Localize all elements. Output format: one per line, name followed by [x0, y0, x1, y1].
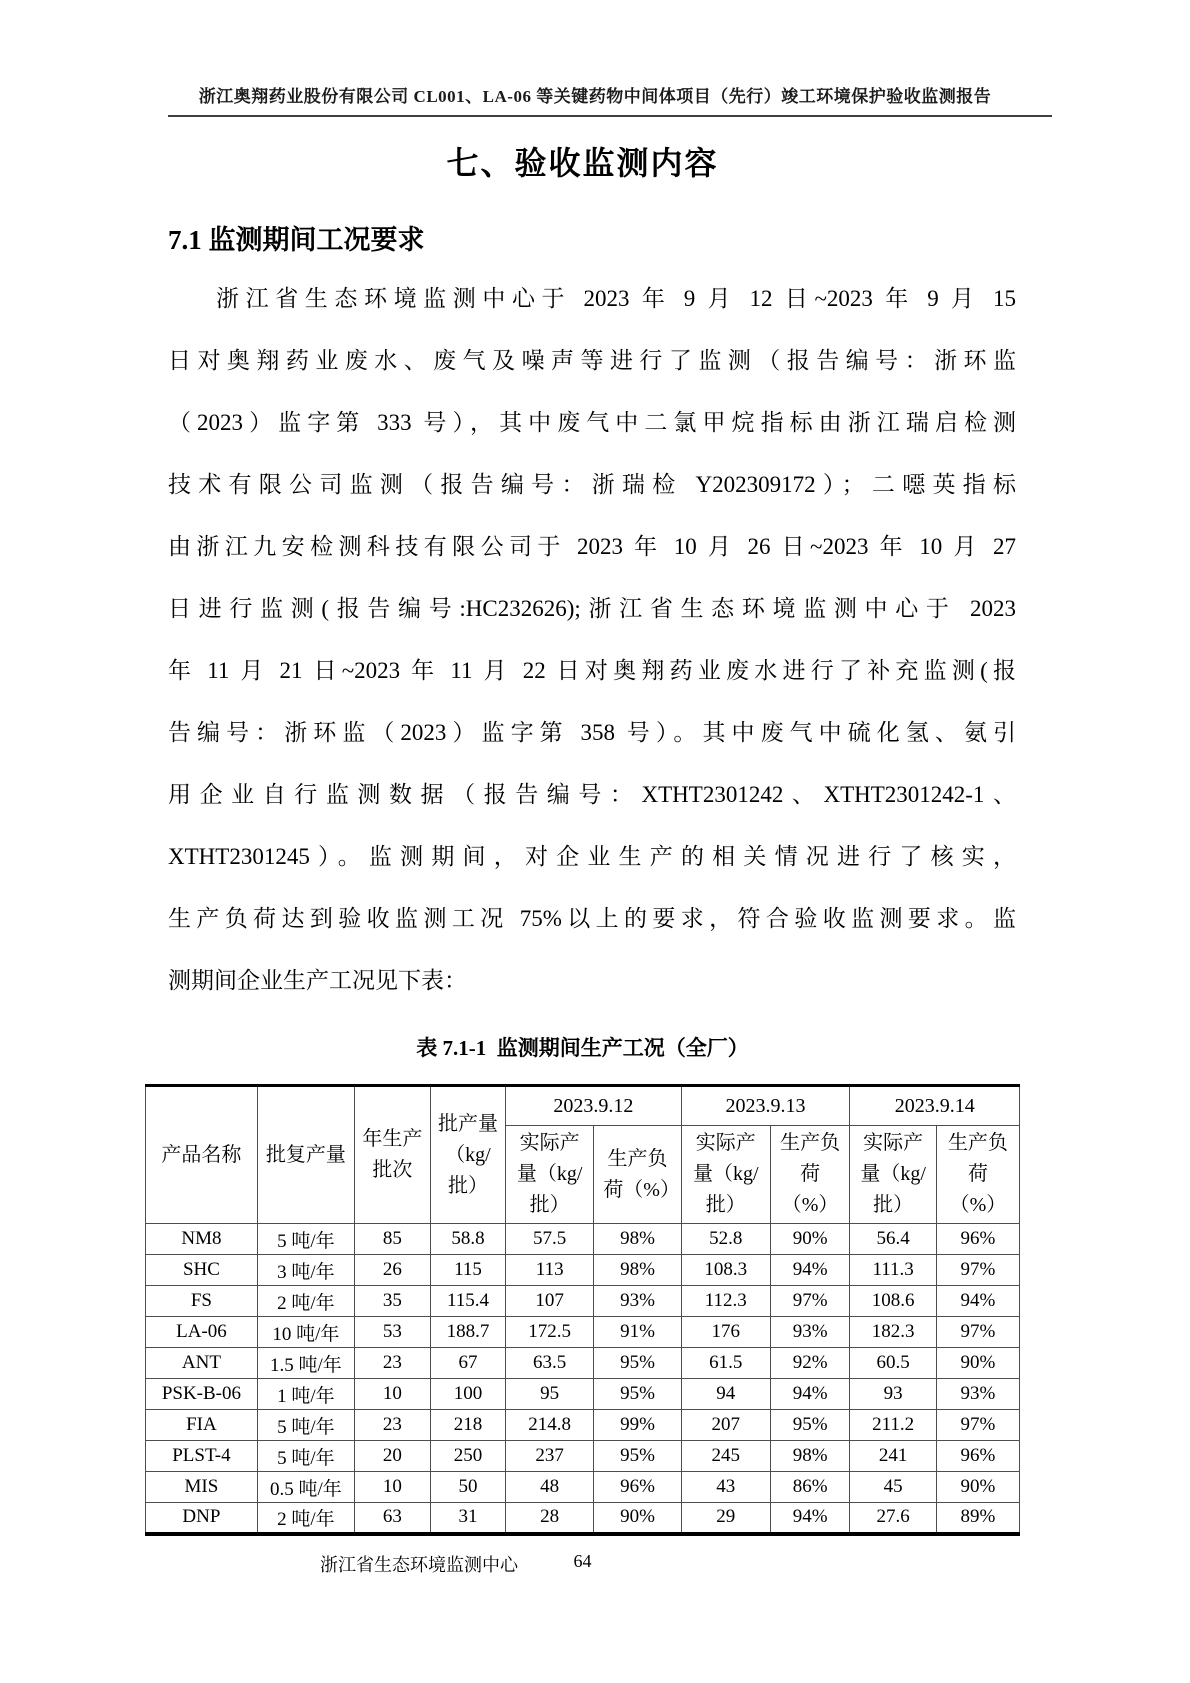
- table-cell: 115.4: [430, 1286, 505, 1317]
- table-cell: 92%: [770, 1348, 850, 1379]
- paragraph-line: 用企业自行监测数据（报告编号：XTHT2301242、XTHT2301242-1、: [168, 782, 1016, 807]
- table-cell: 111.3: [850, 1255, 937, 1286]
- table-cell: 214.8: [506, 1410, 594, 1441]
- table-cell: 93%: [936, 1379, 1019, 1410]
- table-cell: 31: [430, 1503, 505, 1534]
- header-annual-batches: 年生产批次: [354, 1086, 430, 1224]
- table-cell: 94%: [770, 1255, 850, 1286]
- paragraph-line: XTHT2301245）。监测期间，对企业生产的相关情况进行了核实，: [168, 844, 1016, 869]
- table-cell: 1 吨/年: [257, 1379, 354, 1410]
- table-cell: 2 吨/年: [257, 1286, 354, 1317]
- table-cell: 94: [681, 1379, 770, 1410]
- table-cell: 89%: [936, 1503, 1019, 1534]
- table-cell: 99%: [594, 1410, 681, 1441]
- table-cell: 108.3: [681, 1255, 770, 1286]
- table-cell: 26: [354, 1255, 430, 1286]
- table-cell: 241: [850, 1441, 937, 1472]
- table-cell: 113: [506, 1255, 594, 1286]
- header-approved-output: 批复产量: [257, 1086, 354, 1224]
- table-cell: 207: [681, 1410, 770, 1441]
- paragraph-line: 由浙江九安检测科技有限公司于 2023 年 10 月 26 日~2023 年 10 月 27: [168, 534, 1016, 559]
- table-cell: SHC: [146, 1255, 258, 1286]
- header-date-1: 2023.9.12: [506, 1086, 682, 1126]
- table-cell: 98%: [594, 1255, 681, 1286]
- table-cell: 91%: [594, 1317, 681, 1348]
- header-date-3: 2023.9.14: [850, 1086, 1020, 1126]
- table-cell: 90%: [936, 1348, 1019, 1379]
- table-cell: 56.4: [850, 1224, 937, 1255]
- table-cell: 93%: [770, 1317, 850, 1348]
- table-cell: 245: [681, 1441, 770, 1472]
- table-cell: 90%: [770, 1224, 850, 1255]
- production-table-body: [146, 1224, 1020, 1534]
- table-cell: 35: [354, 1286, 430, 1317]
- table-cell: 97%: [936, 1255, 1019, 1286]
- header-batch-output: 批产量（kg/批）: [430, 1086, 505, 1224]
- section-heading: 7.1 监测期间工况要求: [168, 225, 425, 255]
- table-row: [146, 1255, 1020, 1286]
- table-cell: MIS: [146, 1472, 258, 1503]
- table-cell: 1.5 吨/年: [257, 1348, 354, 1379]
- table-cell: 95: [506, 1379, 594, 1410]
- paragraph-line: 技术有限公司监测（报告编号：浙瑞检 Y202309172）；二噁英指标: [168, 472, 1016, 497]
- table-cell: 63: [354, 1503, 430, 1534]
- table-cell: 5 吨/年: [257, 1441, 354, 1472]
- table-cell: NM8: [146, 1224, 258, 1255]
- table-cell: 10 吨/年: [257, 1317, 354, 1348]
- header-load-3: 生产负荷（%）: [936, 1126, 1019, 1224]
- table-row: [146, 1379, 1020, 1410]
- table-cell: 0.5 吨/年: [257, 1472, 354, 1503]
- table-cell: LA-06: [146, 1317, 258, 1348]
- table-cell: 2 吨/年: [257, 1503, 354, 1534]
- table-cell: 90%: [936, 1472, 1019, 1503]
- table-row: [146, 1348, 1020, 1379]
- table-cell: 48: [506, 1472, 594, 1503]
- header-load-2: 生产负荷（%）: [770, 1126, 850, 1224]
- table-cell: 97%: [936, 1317, 1019, 1348]
- table-cell: 107: [506, 1286, 594, 1317]
- table-cell: 43: [681, 1472, 770, 1503]
- table-cell: PLST-4: [146, 1441, 258, 1472]
- table-cell: 182.3: [850, 1317, 937, 1348]
- table-cell: 23: [354, 1410, 430, 1441]
- table-cell: 10: [354, 1379, 430, 1410]
- production-table-head: [146, 1086, 1020, 1224]
- table-cell: FS: [146, 1286, 258, 1317]
- table-row: [146, 1503, 1020, 1534]
- table-cell: 58.8: [430, 1224, 505, 1255]
- table-cell: 45: [850, 1472, 937, 1503]
- table-row: [146, 1286, 1020, 1317]
- table-cell: ANT: [146, 1348, 258, 1379]
- header-product: 产品名称: [146, 1086, 258, 1224]
- table-cell: 52.8: [681, 1224, 770, 1255]
- table-cell: PSK-B-06: [146, 1379, 258, 1410]
- table-cell: FIA: [146, 1410, 258, 1441]
- page-title: 七、验收监测内容: [446, 145, 719, 181]
- table-cell: 100: [430, 1379, 505, 1410]
- table-header-row: [146, 1086, 1020, 1126]
- body-paragraph: [168, 268, 1016, 1012]
- table-cell: 94%: [770, 1379, 850, 1410]
- table-row: [146, 1410, 1020, 1441]
- table-row: [146, 1441, 1020, 1472]
- table-cell: 96%: [936, 1224, 1019, 1255]
- table-cell: 176: [681, 1317, 770, 1348]
- table-cell: 63.5: [506, 1348, 594, 1379]
- footer-organization: 浙江省生态环境监测中心: [320, 1555, 518, 1575]
- table-cell: 250: [430, 1441, 505, 1472]
- table-cell: 28: [506, 1503, 594, 1534]
- table-cell: 61.5: [681, 1348, 770, 1379]
- header-load-1: 生产负荷（%）: [594, 1126, 681, 1224]
- page-number: 64: [573, 1551, 592, 1571]
- table-cell: 115: [430, 1255, 505, 1286]
- table-cell: 93: [850, 1379, 937, 1410]
- paragraph-line: 浙江省生态环境监测中心于 2023 年 9 月 12 日~2023 年 9 月 15: [216, 286, 1016, 311]
- table-cell: 50: [430, 1472, 505, 1503]
- table-cell: 3 吨/年: [257, 1255, 354, 1286]
- table-row: [146, 1224, 1020, 1255]
- table-cell: 86%: [770, 1472, 850, 1503]
- table-row: [146, 1317, 1020, 1348]
- table-cell: 112.3: [681, 1286, 770, 1317]
- table-cell: 29: [681, 1503, 770, 1534]
- table-cell: 60.5: [850, 1348, 937, 1379]
- paragraph-line: 测期间企业生产工况见下表：: [168, 968, 467, 993]
- table-cell: 94%: [936, 1286, 1019, 1317]
- paragraph-line: 告编号：浙环监（2023）监字第 358 号）。其中废气中硫化氢、氨引: [168, 720, 1016, 745]
- header-actual-output-1: 实际产量（kg/批）: [506, 1126, 594, 1224]
- table-cell: 5 吨/年: [257, 1224, 354, 1255]
- table-cell: DNP: [146, 1503, 258, 1534]
- table-cell: 98%: [594, 1224, 681, 1255]
- table-cell: 98%: [770, 1441, 850, 1472]
- table-cell: 96%: [594, 1472, 681, 1503]
- table-cell: 97%: [770, 1286, 850, 1317]
- table-cell: 218: [430, 1410, 505, 1441]
- running-header: 浙江奥翔药业股份有限公司 CL001、LA-06 等关键药物中间体项目（先行）竣工环境保护验收监测报告: [198, 87, 992, 106]
- paragraph-line: （2023）监字第 333 号），其中废气中二氯甲烷指标由浙江瑞启检测: [168, 410, 1016, 435]
- page-content: [145, 0, 1020, 1683]
- table-cell: 95%: [594, 1379, 681, 1410]
- table-cell: 188.7: [430, 1317, 505, 1348]
- table-cell: 20: [354, 1441, 430, 1472]
- header-actual-output-2: 实际产量（kg/批）: [681, 1126, 770, 1224]
- table-cell: 96%: [936, 1441, 1019, 1472]
- table-cell: 23: [354, 1348, 430, 1379]
- table-cell: 172.5: [506, 1317, 594, 1348]
- header-date-2: 2023.9.13: [681, 1086, 850, 1126]
- production-table: [145, 1084, 1020, 1536]
- table-cell: 10: [354, 1472, 430, 1503]
- table-cell: 211.2: [850, 1410, 937, 1441]
- table-cell: 67: [430, 1348, 505, 1379]
- table-cell: 237: [506, 1441, 594, 1472]
- table-cell: 95%: [770, 1410, 850, 1441]
- table-cell: 93%: [594, 1286, 681, 1317]
- table-cell: 97%: [936, 1410, 1019, 1441]
- paragraph-line: 日进行监测(报告编号:HC232626);浙江省生态环境监测中心于 2023: [168, 596, 1016, 621]
- paragraph-line: 日对奥翔药业废水、废气及噪声等进行了监测（报告编号：浙环监: [168, 348, 1016, 373]
- paragraph-line: 年 11 月 21 日~2023 年 11 月 22 日对奥翔药业废水进行了补充监测(报: [168, 658, 1016, 683]
- table-cell: 27.6: [850, 1503, 937, 1534]
- table-cell: 90%: [594, 1503, 681, 1534]
- table-cell: 57.5: [506, 1224, 594, 1255]
- table-cell: 95%: [594, 1441, 681, 1472]
- table-cell: 95%: [594, 1348, 681, 1379]
- header-actual-output-3: 实际产量（kg/批）: [850, 1126, 937, 1224]
- table-cell: 5 吨/年: [257, 1410, 354, 1441]
- table-cell: 85: [354, 1224, 430, 1255]
- table-row: [146, 1472, 1020, 1503]
- paragraph-line: 生产负荷达到验收监测工况 75%以上的要求，符合验收监测要求。监: [168, 906, 1016, 931]
- table-caption: 表 7.1-1 监测期间生产工况（全厂）: [416, 1036, 749, 1060]
- table-cell: 53: [354, 1317, 430, 1348]
- table-cell: 94%: [770, 1503, 850, 1534]
- table-cell: 108.6: [850, 1286, 937, 1317]
